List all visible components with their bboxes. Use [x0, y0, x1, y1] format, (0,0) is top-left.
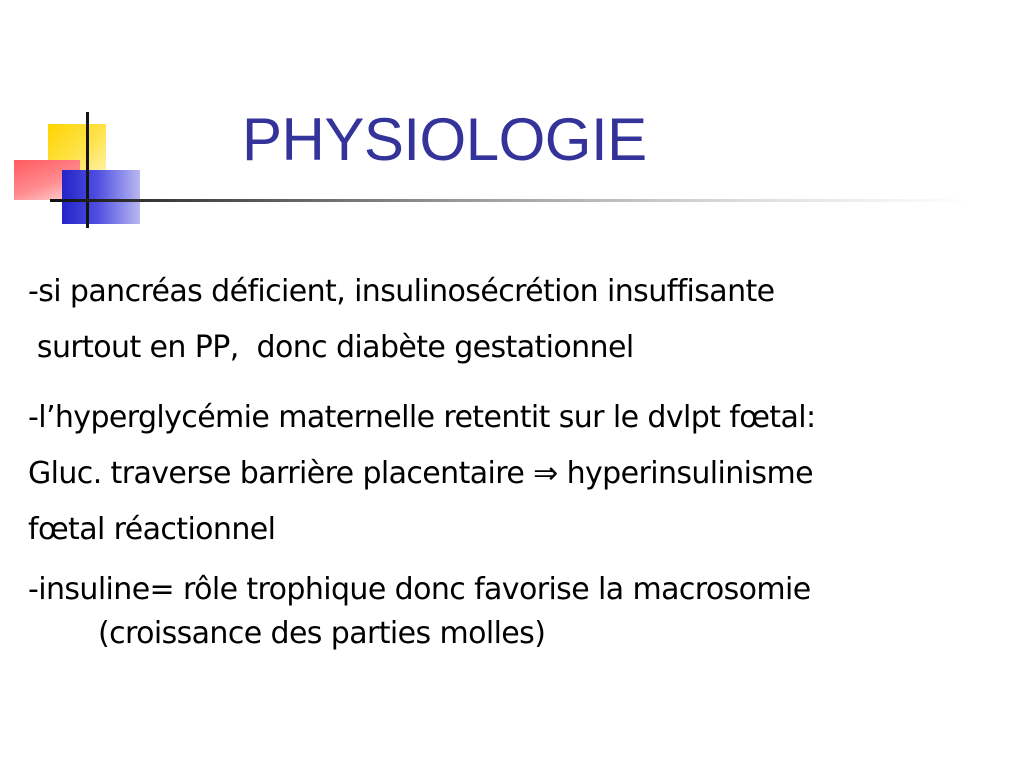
body-line-with-arrow	[28, 446, 1008, 502]
body-text-segment: Gluc. traverse barrière placentaire	[28, 456, 525, 491]
body-line: fœtal réactionnel	[28, 512, 276, 547]
body-text-segment: hyperinsulinisme	[566, 456, 813, 491]
vertical-rule	[86, 112, 89, 228]
body-line-indented: (croissance des parties molles)	[98, 616, 546, 651]
title-underline-rule	[50, 199, 970, 202]
decorative-logo	[0, 0, 160, 240]
paragraph-pancreas	[28, 264, 1008, 376]
slide-body	[28, 264, 1008, 656]
paragraph-insulin	[28, 568, 1008, 656]
body-line: -si pancréas déficient, insulinosécrétion insuffisante	[28, 274, 775, 309]
slide-title: PHYSIOLOGIE	[242, 106, 647, 173]
body-line: -insuline= rôle trophique donc favorise la macrosomie	[28, 572, 811, 607]
body-line: -l’hyperglycémie maternelle retentit sur le dvlpt fœtal:	[28, 400, 816, 435]
blue-square-decoration	[62, 170, 140, 224]
body-line: surtout en PP, donc diabète gestationnel	[28, 330, 634, 365]
paragraph-hyperglycemia	[28, 390, 1008, 558]
implies-arrow-icon: ⇒	[533, 456, 558, 491]
